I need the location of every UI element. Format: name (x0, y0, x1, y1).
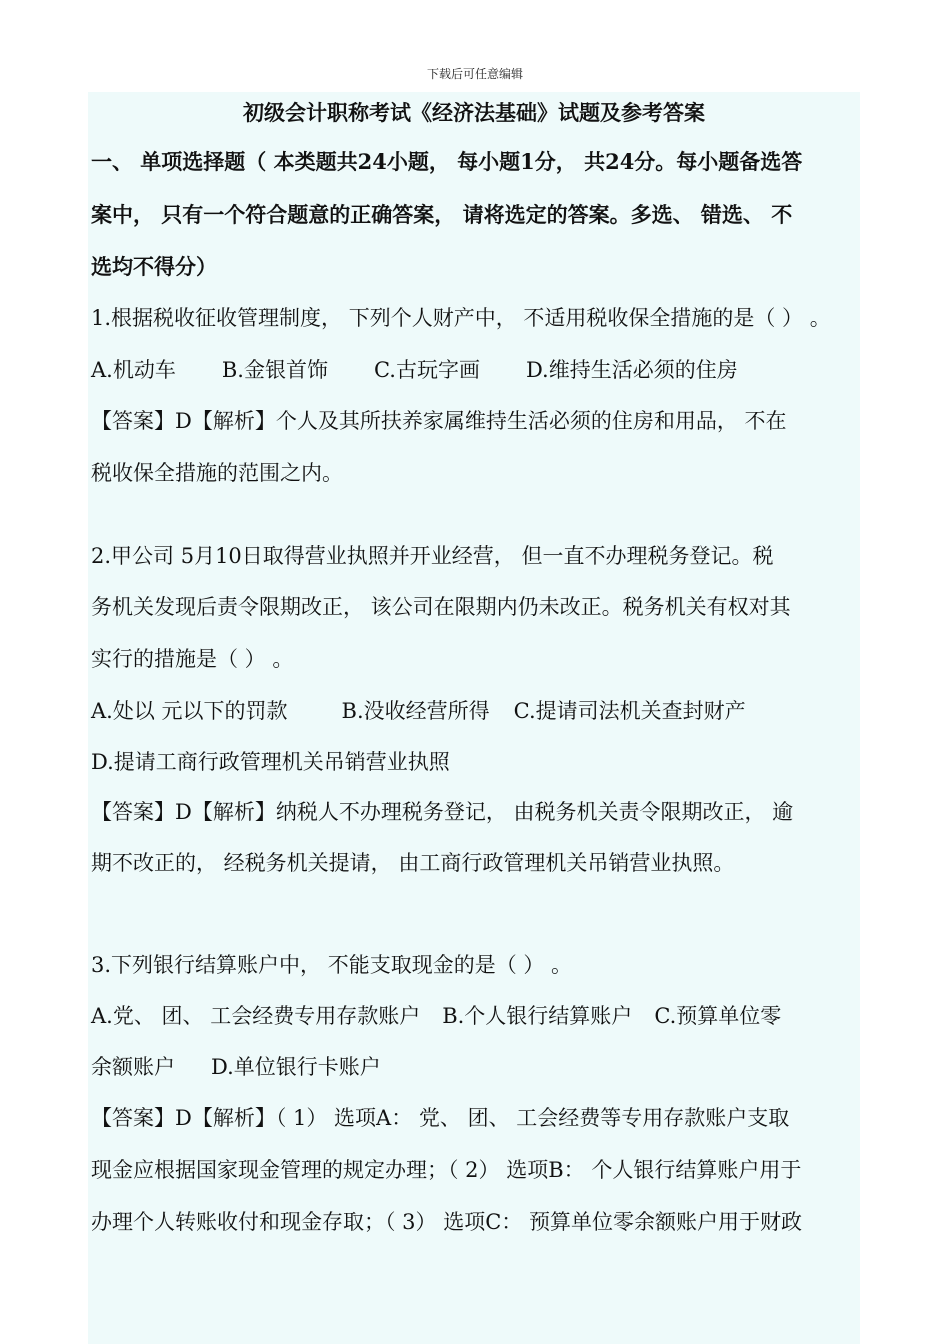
option-d: D.提请工商行政管理机关吊销营业执照 (91, 750, 450, 774)
question-2-stem: 2.甲公司 5月10日取得营业执照并开业经营， 但一直不办理税务登记。税 (91, 544, 774, 568)
question-1-answer: 税收保全措施的范围之内。 (91, 461, 343, 485)
option-c: C.预算单位零 (654, 1004, 782, 1028)
question-3-stem: 3.下列银行结算账户中， 不能支取现金的是（ ） 。 (91, 953, 573, 977)
option-a: A.处以 元以下的罚款 (91, 699, 288, 723)
option-d: D.单位银行卡账户 (211, 1055, 381, 1079)
option-c: C.提请司法机关查封财产 (513, 699, 746, 723)
option-c: C.古玩字画 (373, 358, 480, 382)
question-1-stem: 1.根据税收征收管理制度， 下列个人财产中， 不适用税收保全措施的是（ ） 。 (91, 306, 831, 330)
option-b: B.没收经营所得 (341, 699, 490, 723)
question-2-stem: 实行的措施是（ ） 。 (91, 647, 294, 671)
option-b: B.个人银行结算账户 (442, 1004, 633, 1028)
question-2-options (91, 749, 450, 775)
section-heading-line: 选均不得分） (91, 254, 217, 279)
option-a: A.机动车 (91, 358, 176, 382)
document-title: 初级会计职称考试《经济法基础》试题及参考答案 (243, 100, 705, 125)
question-3-answer: 【答案】D【解析】（ 1） 选项A： 党、 团、 工会经费等专用存款账户支取 (91, 1106, 790, 1130)
question-2-stem: 务机关发现后责令限期改正， 该公司在限期内仍未改正。税务机关有权对其 (91, 595, 791, 619)
question-3-options (91, 1003, 781, 1029)
option-c-cont: 余额账户 (91, 1055, 175, 1079)
section-heading-line: 一、 单项选择题（ 本类题共24小题， 每小题1分， 共24分。每小题备选答 (91, 149, 803, 174)
question-1-options (91, 357, 738, 383)
question-2-answer: 【答案】D【解析】纳税人不办理税务登记， 由税务机关责令限期改正， 逾 (91, 800, 794, 824)
option-d: D.维持生活必须的住房 (525, 358, 738, 382)
question-3-answer: 现金应根据国家现金管理的规定办理；（ 2） 选项B： 个人银行结算账户用于 (91, 1158, 802, 1182)
question-3-options (91, 1054, 381, 1080)
question-2-answer: 期不改正的， 经税务机关提请， 由工商行政管理机关吊销营业执照。 (91, 851, 735, 875)
question-3-answer: 办理个人转账收付和现金存取；（ 3） 选项C： 预算单位零余额账户用于财政 (91, 1210, 802, 1234)
question-1-answer: 【答案】D【解析】个人及其所扶养家属维持生活必须的住房和用品， 不在 (91, 409, 787, 433)
option-a: A.党、 团、 工会经费专用存款账户 (91, 1004, 421, 1028)
option-b: B.金银首饰 (221, 358, 328, 382)
header-note: 下载后可任意编辑 (426, 67, 523, 81)
question-2-options (91, 698, 746, 724)
section-heading-line: 案中， 只有一个符合题意的正确答案， 请将选定的答案。多选、 错选、 不 (91, 202, 793, 227)
document-body (88, 92, 860, 1344)
